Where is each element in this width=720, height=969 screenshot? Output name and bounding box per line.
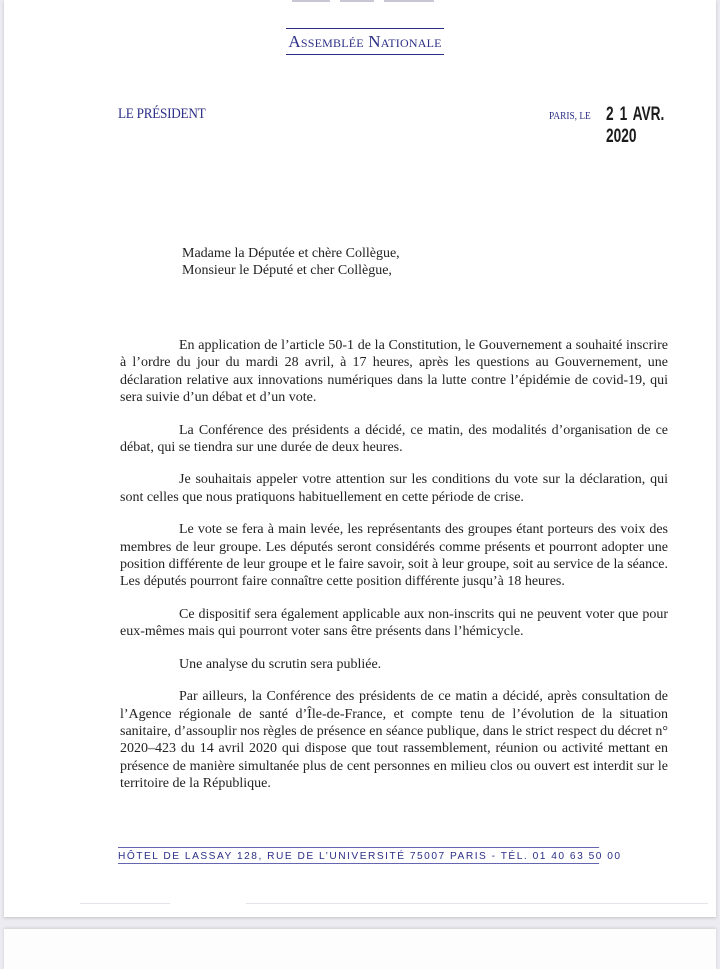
letter-page <box>4 0 716 917</box>
bleed-through-line <box>246 903 708 904</box>
date-stamp: 2 1 AVR. 2020 <box>606 104 665 147</box>
address-footer: HÔTEL DE LASSAY 128, RUE DE L’UNIVERSITÉ 75007 PARIS - TÉL. 01 40 63 50 00 <box>118 847 599 864</box>
paragraph: Ce dispositif sera également applicable aux non-inscrits qui ne peuvent voter que pour eux-mêmes mais qui pourront voter sans être présents dans l’hémicycle. <box>120 606 668 640</box>
institution-header: Assemblée Nationale <box>286 28 444 55</box>
next-page <box>4 929 716 969</box>
paragraph: Le vote se fera à main levée, les représentants des groupes étant porteurs des voix des membres de leur groupe. Les députés seront considérés comme présents et pourront adopter une position différente de leur groupe et le faire savoir, soit à leur groupe, soit au service de la séance. Les députés pourront faire connaître cette position différente jusqu’à 18 heures. <box>120 522 668 590</box>
place-label: PARIS, LE <box>549 110 591 122</box>
sender-title: LE PRÉSIDENT <box>118 106 206 122</box>
paragraph: Je souhaitais appeler votre attention sur les conditions du vote sur la déclaration, qui sont celles que nous pratiquons habituellement en cette période de crise. <box>120 472 668 505</box>
paragraph: La Conférence des présidents a décidé, ce matin, des modalités d’organisation de ce débat, qui se tiendra sur une durée de deux heures. <box>120 422 668 456</box>
paragraph: En application de l’article 50-1 de la Constitution, le Gouvernement a souhaité inscrire à l’ordre du jour du mardi 28 avril, à 17 heures, après les questions au Gouvernement, une déclaration relative aux innovations numériques dans la lutte contre l’épidémie de covid-19, qui sera suivie d’un débat et d’un vote. <box>120 338 668 406</box>
paragraph: Une analyse du scrutin sera publiée. <box>179 656 382 672</box>
cropped-top-text <box>292 0 442 4</box>
letter-body <box>120 337 668 808</box>
salutation-line: Monsieur le Député et cher Collègue, <box>182 263 392 278</box>
bleed-through-line <box>80 903 170 904</box>
salutation <box>182 245 400 279</box>
salutation-line: Madame la Députée et chère Collègue, <box>182 246 400 261</box>
paragraph: Par ailleurs, la Conférence des présidents de ce matin a décidé, après consultation de l’Agence régionale de santé d’Île-de-France, et compte tenu de l’évolution de la situation sanitaire, d’assouplir nos règles de présence en séance publique, dans le strict respect du décret n° 2020–423 du 14 avril 2020 qui dispose que tout rassemblement, réunion ou activité mettant en présence de manière simultanée plus de cent personnes en milieu clos ou ouvert est interdit sur le territoire de la République. <box>120 689 668 792</box>
